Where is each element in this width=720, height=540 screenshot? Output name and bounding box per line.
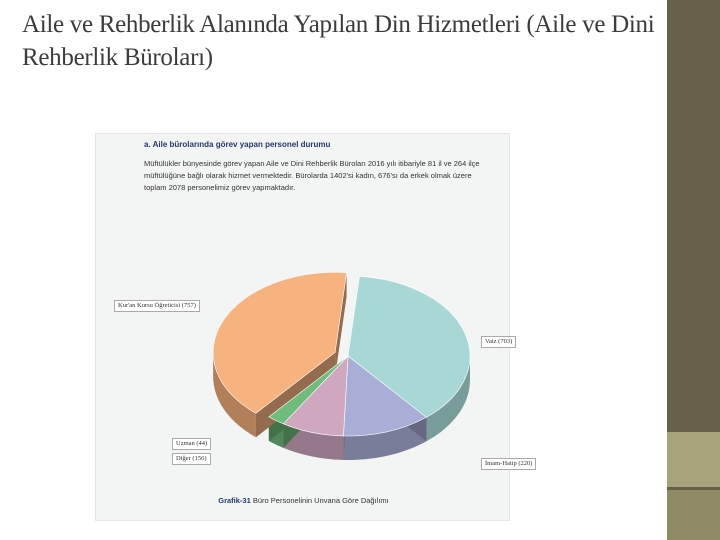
slide-title: Aile ve Rehberlik Alanında Yapılan Din Hizmetleri (Aile ve Dini Rehberlik Büroları) xyxy=(22,11,655,71)
label-kuran-kursu: Kur'an Kursu Öğreticisi (757) xyxy=(114,300,200,312)
figure-image xyxy=(95,133,533,521)
figure-body-text: Müftülükler bünyesinde görev yapan Aile ve Dini Rehberlik Büroları 2016 yılı itibariyle 81 il ve 264 ilçe müftülüğüne bağlı olarak hizmet vermektedir. Bürolarda 1402'si kadın, 676'sı da erkek olmak üzere toplam 2078 personelimiz görev yapmaktadır. xyxy=(144,159,480,192)
caption-text: Büro Personelinin Unvana Göre Dağılımı xyxy=(252,496,389,505)
label-diger: Diğer (156) xyxy=(172,453,211,465)
label-imam-hatip: İmam-Hatip (220) xyxy=(481,458,536,470)
sidebar-accent-block xyxy=(667,432,720,487)
figure-caption xyxy=(96,496,511,505)
sidebar-accent-block-lower xyxy=(667,490,720,540)
label-vaiz: Vaiz (703) xyxy=(481,336,516,348)
caption-prefix: Grafik-31 xyxy=(218,496,251,505)
pie-chart xyxy=(96,134,511,522)
figure-heading: a. Aile bürolarında görev yapan personel durumu xyxy=(144,140,331,149)
label-uzman: Uzman (44) xyxy=(172,438,211,450)
